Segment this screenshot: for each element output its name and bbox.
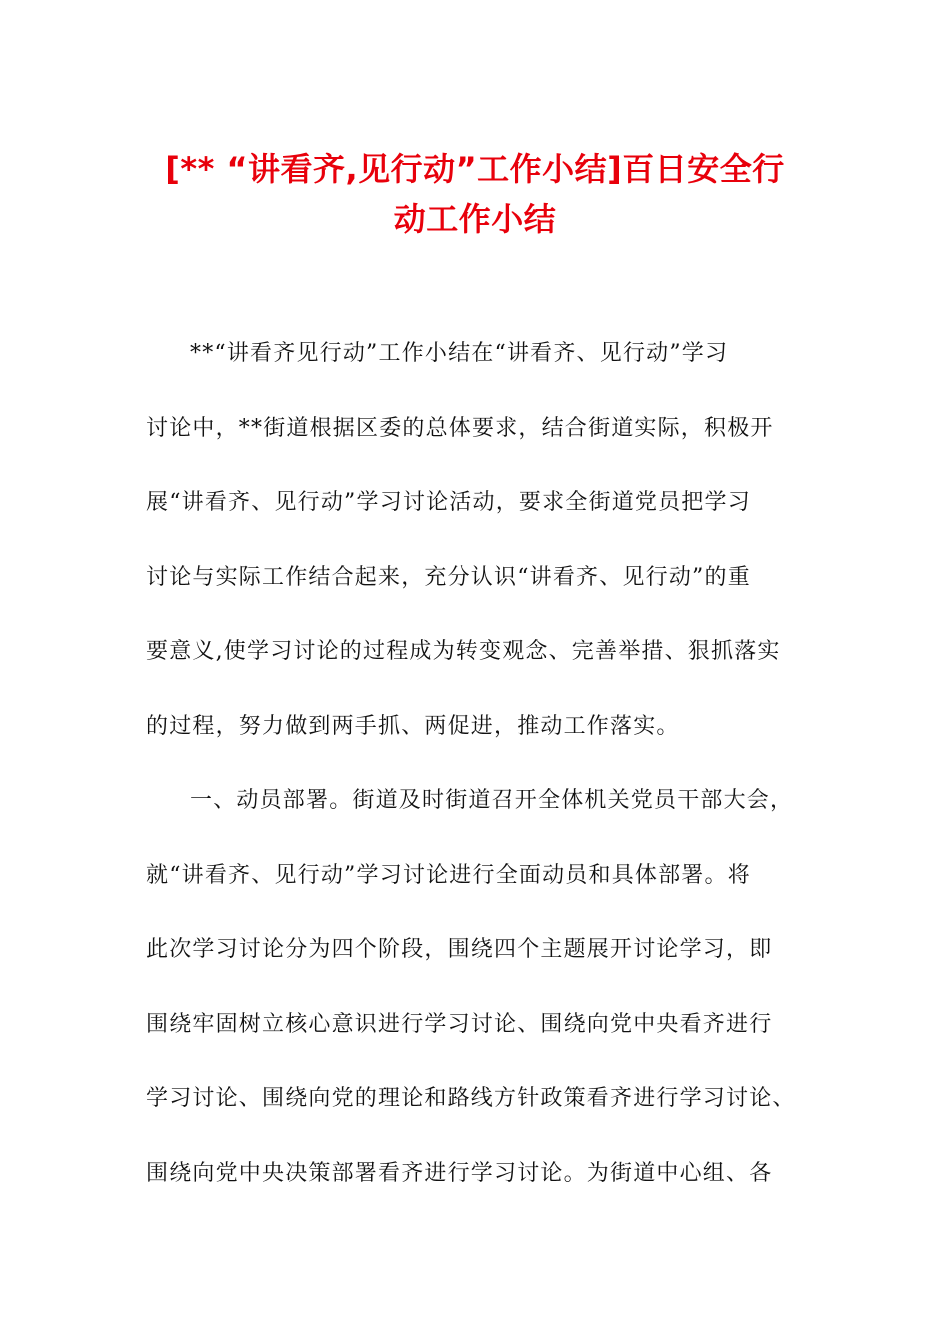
body-line: **“讲看齐见行动”工作小结在“讲看齐、见行动”学习 [190,341,729,366]
body-line: 此次学习讨论分为四个阶段，围绕四个主题展开讨论学习，即 [146,937,773,962]
body-line: 围绕牢固树立核心意识进行学习讨论、围绕向党中央看齐进行 [146,1011,773,1037]
body-line: 讨论与实际工作结合起来，充分认识“讲看齐、见行动”的重 [146,564,751,590]
title-line-1: [** “讲看齐,见行动”工作小结]百日安全行 [165,150,785,188]
title-line-2: 动工作小结 [393,200,557,238]
body-line: 学习讨论、围绕向党的理论和路线方针政策看齐进行学习讨论、 [146,1086,796,1111]
body-line: 就“讲看齐、见行动”学习讨论进行全面动员和具体部署。将 [146,862,751,888]
body-line: 讨论中，**街道根据区委的总体要求，结合街道实际，积极开 [146,415,774,441]
body-line: 展“讲看齐、见行动”学习讨论活动，要求全街道党员把学习 [146,490,751,515]
body-line: 的过程，努力做到两手抓、两促进，推动工作落实。 [146,713,680,739]
body-line: 围绕向党中央决策部署看齐进行学习讨论。为街道中心组、各 [146,1160,773,1186]
body-line: 一、动员部署。街道及时街道召开全体机关党员干部大会， [190,788,794,813]
body-line: 要意义,使学习讨论的过程成为转变观念、完善举措、狠抓落实 [146,639,781,664]
document-body [146,332,806,1226]
document-title [100,144,850,244]
